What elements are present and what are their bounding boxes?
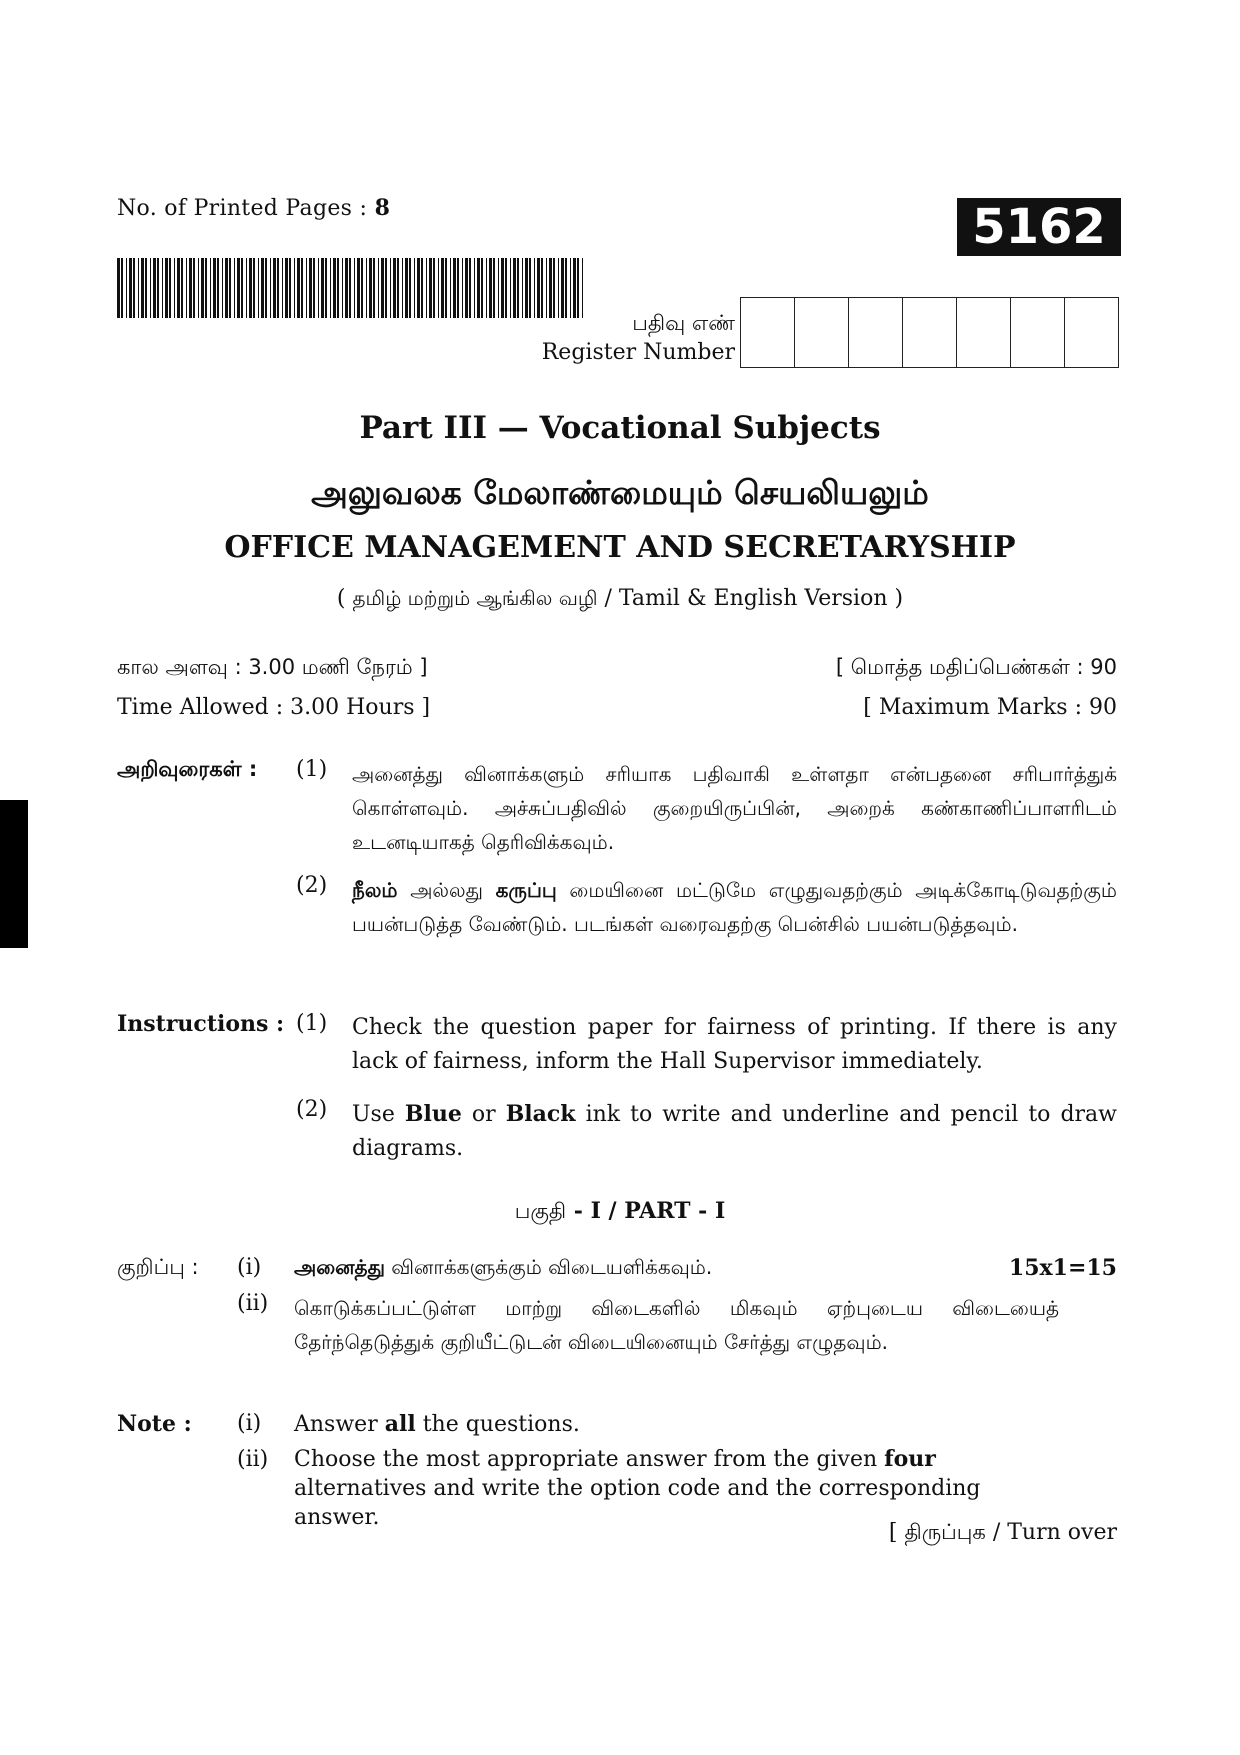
barcode-bar — [342, 258, 343, 318]
barcode-bar — [145, 258, 147, 318]
barcode-bar — [174, 258, 175, 318]
note-tamil-1: குறிப்பு : (i) அனைத்து வினாக்களுக்கும் விடையளிக்கவும். 15x1=15 — [117, 1255, 1117, 1281]
barcode-bar — [465, 258, 468, 318]
barcode-bar — [373, 258, 375, 318]
register-digit-box[interactable] — [741, 298, 795, 367]
note-english-2: (ii) Choose the most appropriate answer from the given four alternatives and write the option code and the corresponding answer. — [237, 1446, 981, 1530]
barcode-bar — [349, 258, 351, 318]
barcode-bar — [253, 258, 255, 318]
printed-pages-value: 8 — [374, 195, 391, 221]
barcode-bar — [525, 258, 528, 318]
barcode-bar — [393, 258, 396, 318]
note-label: Note : — [117, 1411, 192, 1437]
barcode-bar — [481, 258, 483, 318]
instructions-english-1: Instructions : (1) Check the question paper for fairness of printing. If there is any lack of fairness, inform the Hall Supervisor immediately. — [117, 1011, 1117, 1091]
part-title: Part III — Vocational Subjects — [359, 410, 881, 446]
barcode-bar — [294, 258, 295, 318]
note-english-1: Note : (i) Answer all the questions. — [117, 1411, 580, 1437]
barcode-bar — [313, 258, 315, 318]
barcode-bar — [469, 258, 471, 318]
barcode-bar — [390, 258, 391, 318]
barcode-bar — [162, 258, 163, 318]
note-tamil-2: (ii) கொடுக்கப்பட்டுள்ள மாற்று விடைகளில் மிகவும் ஏற்புடைய விடையைத் தேர்ந்தெடுத்துக் குறியீட்டுடன் விடையினையும் சேர்த்து எழுதவும். — [237, 1291, 1059, 1354]
barcode-bar — [325, 258, 327, 318]
barcode-bar — [306, 258, 307, 318]
barcode-bar — [498, 258, 499, 318]
barcode-bar — [138, 258, 139, 318]
note-label-tamil: குறிப்பு : — [117, 1255, 199, 1279]
barcode-bar — [361, 258, 363, 318]
barcode-bar — [169, 258, 171, 318]
barcode-bar — [501, 258, 504, 318]
printed-pages-label: No. of Printed Pages : — [117, 196, 368, 221]
instructions-tamil-1: அறிவுரைகள் : (1) அனைத்து வினாக்களும் சரியாக பதிவாகி உள்ளதா என்பதனை சரிபார்த்துக் கொள்ளவும். அச்சுப்பதிவில் குறையிருப்பின், அறைக் கண்காணிப்பாளரிடம் உடனடியாகத் தெரிவிக்கவும். — [117, 757, 1117, 867]
barcode-bar — [357, 258, 360, 318]
barcode-bar — [241, 258, 243, 318]
barcode-bar — [270, 258, 271, 318]
register-digit-box[interactable] — [1065, 298, 1118, 367]
barcode-bar — [570, 258, 571, 318]
barcode-bar — [333, 258, 336, 318]
barcode-bar — [337, 258, 339, 318]
barcode-bar — [249, 258, 252, 318]
barcode-bar — [153, 258, 156, 318]
printed-pages — [117, 195, 390, 221]
subject-title-tamil: அலுவலக மேலாண்மையும் செயலியலும் — [311, 473, 929, 512]
barcode-bar — [133, 258, 135, 318]
barcode-bar — [217, 258, 219, 318]
register-number-label: Register Number — [541, 340, 735, 365]
barcode-bar — [549, 258, 552, 318]
barcode-bar — [510, 258, 511, 318]
barcode-bar — [582, 258, 583, 318]
barcode-bar — [282, 258, 283, 318]
barcode-bar — [546, 258, 547, 318]
barcode-bar — [541, 258, 543, 318]
barcode-bar — [309, 258, 312, 318]
register-number-boxes[interactable] — [740, 297, 1119, 368]
barcode-bar — [277, 258, 279, 318]
barcode-bar — [213, 258, 216, 318]
register-digit-box[interactable] — [795, 298, 849, 367]
barcode-bar — [193, 258, 195, 318]
barcode-bar — [537, 258, 540, 318]
barcode-image — [117, 258, 587, 318]
barcode-bar — [246, 258, 247, 318]
barcode-bar — [222, 258, 223, 318]
barcode-bar — [421, 258, 423, 318]
barcode-bar — [369, 258, 372, 318]
barcode-bar — [474, 258, 475, 318]
barcode-bar — [289, 258, 291, 318]
barcode-bar — [126, 258, 127, 318]
turn-over-note: [ திருப்புக / Turn over — [888, 1520, 1117, 1545]
barcode-bar — [429, 258, 432, 318]
barcode-bar — [181, 258, 183, 318]
barcode-bar — [522, 258, 523, 318]
barcode-bar — [457, 258, 459, 318]
barcode-bar — [433, 258, 435, 318]
barcode-bar — [450, 258, 451, 318]
barcode-bar — [426, 258, 427, 318]
instruction-text: Check the question paper for fairness of printing. If there is any lack of fairness, inform the Hall Supervisor immediately. — [352, 1015, 1117, 1074]
barcode-bar — [414, 258, 415, 318]
barcode-bar — [558, 258, 559, 318]
barcode-bar — [229, 258, 231, 318]
marks-allocation: 15x1=15 — [1008, 1255, 1117, 1281]
barcode-bar — [534, 258, 535, 318]
barcode-bar — [330, 258, 331, 318]
version-line: ( தமிழ் மற்றும் ஆங்கில வழி / Tamil & English Version ) — [336, 586, 904, 611]
time-allowed: Time Allowed : 3.00 Hours ] — [117, 695, 431, 720]
barcode-bar — [210, 258, 211, 318]
barcode-bar — [565, 258, 567, 318]
barcode-bar — [261, 258, 264, 318]
barcode-bar — [297, 258, 300, 318]
barcode-bar — [513, 258, 516, 318]
barcode-bar — [505, 258, 507, 318]
barcode-bar — [165, 258, 168, 318]
max-marks-tamil: [ மொத்த மதிப்பெண்கள் : 90 — [835, 655, 1117, 679]
barcode-bar — [378, 258, 379, 318]
barcode-bar — [517, 258, 519, 318]
barcode-bar — [177, 258, 180, 318]
barcode-bar — [445, 258, 447, 318]
barcode-bar — [157, 258, 159, 318]
barcode-bar — [402, 258, 403, 318]
register-number-label-tamil: பதிவு எண் — [632, 311, 735, 335]
time-allowed-tamil: கால அளவு : 3.00 மணி நேரம் ] — [117, 655, 428, 679]
barcode-bar — [189, 258, 192, 318]
barcode-bar — [273, 258, 276, 318]
register-digit-box[interactable] — [903, 298, 957, 367]
barcode-bar — [141, 258, 144, 318]
barcode-bar — [486, 258, 487, 318]
barcode-bar — [258, 258, 259, 318]
barcode-bar — [237, 258, 240, 318]
barcode-bar — [117, 258, 120, 318]
barcode-bar — [198, 258, 199, 318]
barcode-bar — [205, 258, 207, 318]
barcode-bar — [438, 258, 439, 318]
barcode-bar — [397, 258, 399, 318]
time-marks-english — [117, 695, 1117, 720]
barcode-bar — [561, 258, 564, 318]
barcode-bar — [301, 258, 303, 318]
register-digit-box[interactable] — [849, 298, 903, 367]
barcode-bar — [381, 258, 384, 318]
barcode-bar — [366, 258, 367, 318]
barcode-bar — [385, 258, 387, 318]
margin-black-tab — [0, 800, 28, 948]
instructions-english-2: (2) Use Blue or Black ink to write and underline and pencil to draw diagrams. — [117, 1097, 1117, 1177]
barcode-bar — [409, 258, 411, 318]
barcode-bar — [573, 258, 576, 318]
barcode-bar — [441, 258, 444, 318]
barcode-bar — [453, 258, 456, 318]
barcode-bar — [477, 258, 480, 318]
barcode-bar — [345, 258, 348, 318]
barcode-bar — [462, 258, 463, 318]
barcode-bar — [529, 258, 531, 318]
instruction-text: Use Blue or Black ink to write and underline and pencil to draw diagrams. — [352, 1101, 1118, 1161]
barcode-bar — [405, 258, 408, 318]
barcode-bar — [234, 258, 235, 318]
barcode-bar — [417, 258, 420, 318]
paper-code: 5162 — [957, 198, 1121, 256]
barcode-bar — [285, 258, 288, 318]
barcode-bar — [121, 258, 123, 318]
barcode-bar — [129, 258, 132, 318]
barcode-bar — [201, 258, 204, 318]
barcode-bar — [489, 258, 492, 318]
barcode-bar — [321, 258, 324, 318]
part-heading: பகுதி - I / PART - I — [514, 1198, 726, 1224]
register-digit-box[interactable] — [1011, 298, 1065, 367]
register-digit-box[interactable] — [957, 298, 1011, 367]
version-english: / Tamil & English Version ) — [597, 586, 904, 611]
time-marks-tamil — [117, 655, 1117, 682]
instructions-tamil-2: (2) நீலம் அல்லது கருப்பு மையினை மட்டுமே எழுதுவதற்கும் அடிக்கோடிடுவதற்கும் பயன்படுத்த வேண்டும். படங்கள் வரைவதற்கு பென்சில் பயன்படுத்தவும். — [117, 873, 1117, 983]
version-tamil: தமிழ் மற்றும் ஆங்கில வழி — [352, 586, 598, 610]
barcode-bar — [493, 258, 495, 318]
instruction-tamil-text: நீலம் அல்லது கருப்பு மையினை மட்டுமே எழுதுவதற்கும் அடிக்கோடிடுவதற்கும் பயன்படுத்த வேண்டும். படங்கள் வரைவதற்கு பென்சில் பயன்படுத்தவும். — [352, 878, 1117, 936]
barcode-bar — [318, 258, 319, 318]
barcode-bar — [225, 258, 228, 318]
max-marks: [ Maximum Marks : 90 — [863, 695, 1117, 720]
barcode-bar — [553, 258, 555, 318]
instructions-label: Instructions : — [117, 1011, 285, 1037]
instructions-label-tamil: அறிவுரைகள் : — [117, 757, 258, 781]
barcode-bar — [150, 258, 151, 318]
barcode-bar — [186, 258, 187, 318]
barcode-bar — [265, 258, 267, 318]
instruction-tamil-text: அனைத்து வினாக்களும் சரியாக பதிவாகி உள்ளதா என்பதனை சரிபார்த்துக் கொள்ளவும். அச்சுப்பதிவில் குறையிருப்பின், அறைக் கண்காணிப்பாளரிடம் உடனடியாகத் தெரிவிக்கவும். — [352, 762, 1117, 854]
barcode-bar — [577, 258, 579, 318]
subject-title-english: OFFICE MANAGEMENT AND SECRETARYSHIP — [224, 530, 1016, 565]
barcode-bar — [354, 258, 355, 318]
